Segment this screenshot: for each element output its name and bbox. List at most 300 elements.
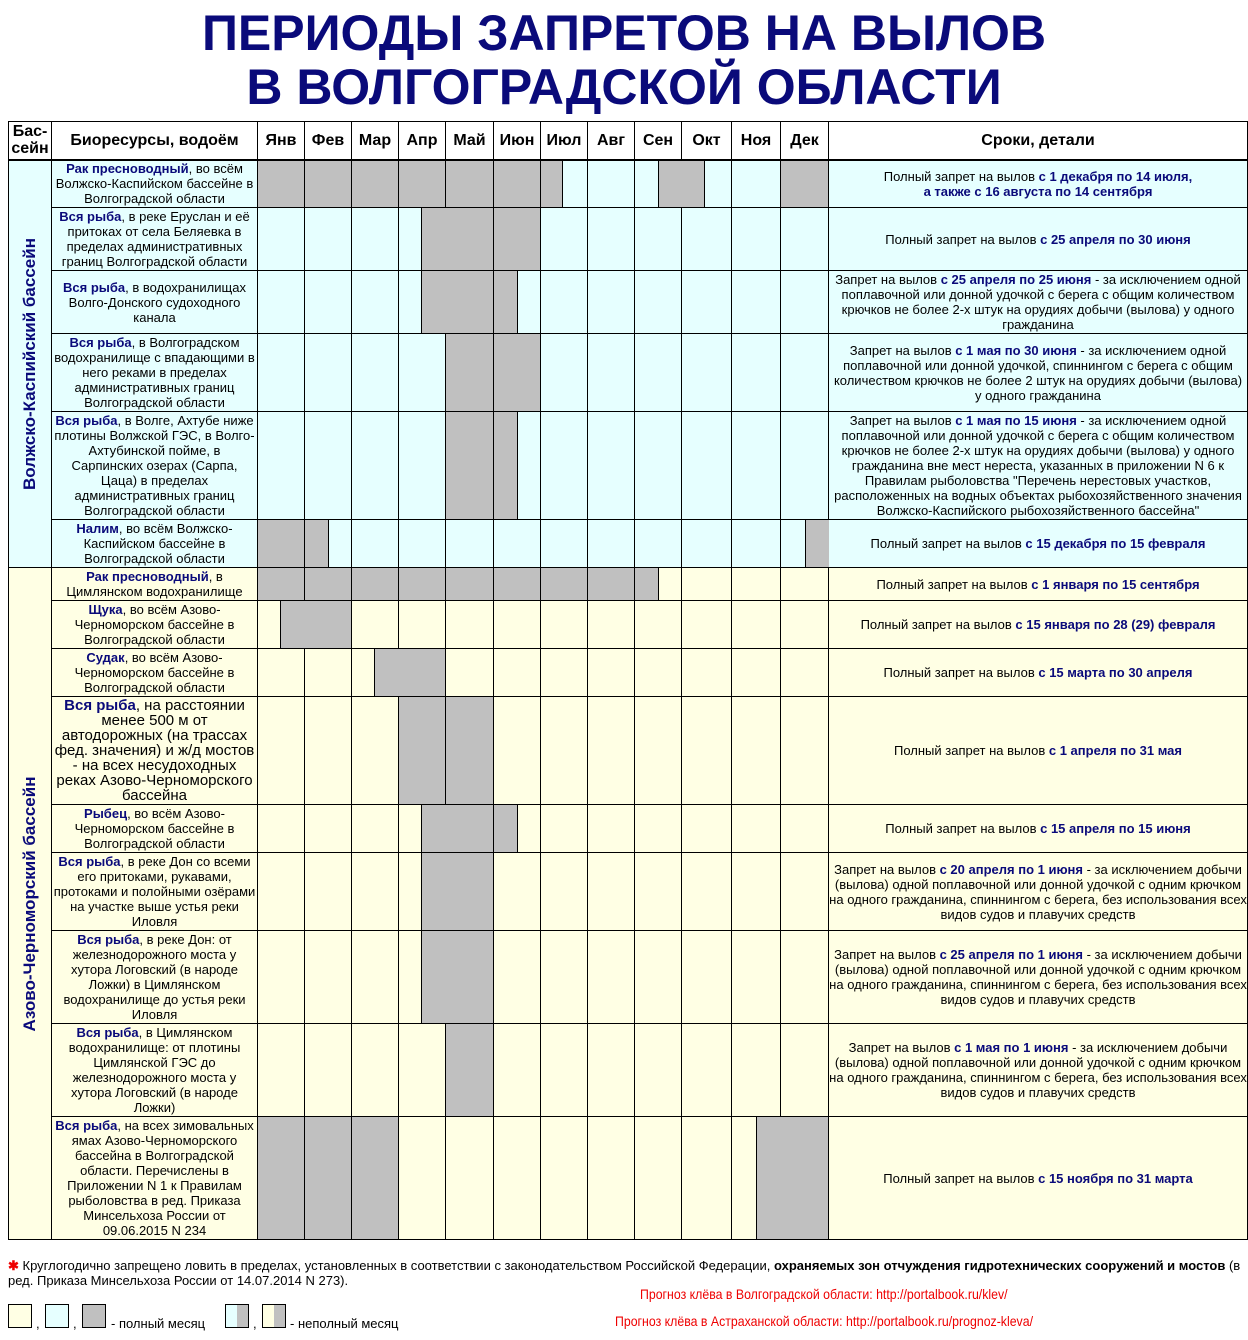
month-cell (732, 649, 781, 697)
month-cell (541, 1117, 588, 1240)
month-cell (446, 649, 494, 697)
details-period: с 25 апреля по 25 июня (940, 272, 1092, 287)
month-cell (732, 697, 781, 805)
month-cell (781, 208, 829, 271)
month-cell (732, 334, 781, 412)
month-cell (588, 334, 635, 412)
link-volgograd-forecast[interactable]: Прогноз клёва в Волгоградской области: http://portalbook.ru/klev/ (640, 1286, 1008, 1302)
details-period: с 1 апреля по 31 мая (1048, 743, 1182, 758)
month-cell (446, 271, 494, 334)
legend-swatch-volga (45, 1304, 69, 1328)
table-row (9, 697, 1248, 805)
month-cell (446, 208, 494, 271)
month-cell (541, 334, 588, 412)
ban-period-fill (494, 412, 518, 519)
resource-description: , во всём Азово-Черноморском бассейне в Волгоградской области (74, 602, 235, 647)
ban-period-fill (446, 931, 493, 1023)
header-month: Июл (541, 122, 588, 160)
month-cell (682, 1117, 732, 1240)
month-cell (258, 271, 305, 334)
ban-period-fill (280, 601, 305, 648)
month-cell (305, 697, 352, 805)
ban-period-fill (781, 161, 828, 208)
ban-period-fill (541, 161, 563, 208)
month-cell (732, 271, 781, 334)
month-cell (258, 931, 305, 1024)
month-cell (732, 931, 781, 1024)
month-cell (635, 649, 682, 697)
month-cell (541, 697, 588, 805)
month-cell (635, 334, 682, 412)
month-cell (305, 805, 352, 853)
month-cell (305, 520, 352, 568)
table-header-row (9, 122, 1248, 160)
month-cell (682, 334, 732, 412)
month-cell (588, 649, 635, 697)
month-cell (588, 853, 635, 931)
ban-period-fill (258, 161, 304, 208)
month-cell (732, 412, 781, 520)
details-period: с 15 ноября по 31 марта (1038, 1170, 1193, 1186)
details-cell (829, 520, 1248, 568)
month-cell (305, 649, 352, 697)
header-details: Сроки, детали (829, 122, 1248, 160)
month-cell (588, 931, 635, 1024)
month-cell (588, 568, 635, 601)
month-cell (635, 1117, 682, 1240)
resource-cell (52, 931, 258, 1024)
month-cell (732, 853, 781, 931)
table-body (9, 160, 1248, 1240)
month-cell (588, 271, 635, 334)
resource-name: Вся рыба (63, 279, 126, 295)
ban-period-fill (421, 853, 446, 930)
resource-name: Рак пресноводный (86, 569, 209, 584)
details-prefix: Полный запрет на вылов (894, 743, 1049, 758)
details-cell (829, 412, 1248, 520)
details-cell (829, 805, 1248, 853)
month-cell (682, 697, 732, 805)
month-cell (635, 601, 682, 649)
month-cell (541, 649, 588, 697)
resource-name: Вся рыба (58, 854, 121, 869)
month-cell (258, 1024, 305, 1117)
details-prefix: Полный запрет на вылов (885, 231, 1041, 247)
month-cell (258, 649, 305, 697)
header-month: Авг (588, 122, 635, 160)
details-prefix: Полный запрет на вылов (883, 1170, 1039, 1186)
resource-description: , на расстоянии менее 500 м от автодорожных (на трассах фед. значения) и ж/д мостов - на всех несудоходных реках Азово-Черноморского бассейна (54, 697, 255, 804)
month-cell (682, 601, 732, 649)
month-cell (682, 649, 732, 697)
ban-period-fill (446, 412, 493, 519)
details-prefix: Запрет на вылов (834, 861, 940, 877)
table-row (9, 649, 1248, 697)
resource-description: , в Цимлянском водохранилище (66, 569, 243, 599)
month-cell (588, 208, 635, 271)
legend-sep: , (36, 1316, 40, 1331)
month-cell (305, 1024, 352, 1117)
table-row (9, 208, 1248, 271)
month-cell (732, 1117, 781, 1240)
month-cell (352, 649, 399, 697)
month-cell (588, 601, 635, 649)
ban-period-fill (494, 271, 518, 333)
legend-swatch-partial-volga (225, 1304, 249, 1328)
ban-period-fill (305, 568, 351, 600)
month-cell (541, 853, 588, 931)
month-cell (446, 697, 494, 805)
details-cell (829, 160, 1248, 208)
details-prefix: Полный запрет на вылов (883, 168, 1039, 184)
month-cell (399, 160, 446, 208)
month-cell (781, 160, 829, 208)
month-cell (494, 1024, 541, 1117)
asterisk-icon: ✱ (8, 1258, 19, 1273)
month-cell (399, 649, 446, 697)
header-month: Дек (781, 122, 829, 160)
month-cell (781, 649, 829, 697)
resource-description: , на всех зимовальных ямах Азово-Черноморского бассейна в Волгоградской области. Перечислены в Приложении N 1 к Правилам рыболовства в ред. Приказа Минсельхоза России от 09.06.2015 N 234 (67, 1118, 254, 1238)
resource-description: , во всём Азово-Черноморском бассейне в Волгоградской области (74, 650, 235, 695)
month-cell (305, 160, 352, 208)
table-row (9, 601, 1248, 649)
month-cell (305, 412, 352, 520)
resource-cell (52, 520, 258, 568)
month-cell (781, 1024, 829, 1117)
table-row (9, 568, 1248, 601)
link-astrakhan-forecast[interactable]: Прогноз клёва в Астраханской области: http://portalbook.ru/prognoz-kleva/ (615, 1313, 1033, 1329)
details-cell (829, 601, 1248, 649)
month-cell (399, 520, 446, 568)
month-cell (352, 271, 399, 334)
details-period: с 25 апреля по 1 июня (939, 947, 1083, 962)
month-cell (781, 520, 829, 568)
table-row (9, 520, 1248, 568)
resource-cell (52, 853, 258, 931)
resource-name: Вся рыба (77, 932, 140, 947)
details-cell (829, 649, 1248, 697)
ban-period-fill (446, 1024, 493, 1116)
table-row (9, 271, 1248, 334)
details-note: - за исключением добычи (вылова) одной поплавочной или донной удочкой с одним крючком на одного гражданина, спиннингом с берега, без использования всех видов судов и плавучих средств (829, 861, 1247, 922)
month-cell (305, 208, 352, 271)
month-cell (781, 1117, 829, 1240)
basin-cell (9, 568, 52, 1240)
ban-period-fill (588, 568, 634, 600)
details-cell (829, 1024, 1248, 1117)
month-cell (781, 931, 829, 1024)
month-cell (305, 601, 352, 649)
details-cell (829, 697, 1248, 805)
details-period: с 1 мая по 15 июня (955, 413, 1077, 428)
month-cell (682, 805, 732, 853)
ban-period-fill (494, 334, 540, 411)
month-cell (494, 931, 541, 1024)
month-cell (352, 160, 399, 208)
header-month: Июн (494, 122, 541, 160)
details-prefix: Запрет на вылов (849, 342, 956, 358)
details-cell (829, 271, 1248, 334)
resource-name: Рыбец (84, 806, 128, 821)
resource-name: Вся рыба (59, 209, 122, 224)
month-cell (494, 334, 541, 412)
ban-period-fill (421, 208, 446, 270)
month-cell (635, 568, 682, 601)
resource-description: , в Волгоградском водохранилище с впадающими в него реками в пределах административных границ Волгоградской области (54, 335, 255, 410)
resource-name: Вся рыба (55, 413, 118, 428)
month-cell (399, 697, 446, 805)
ban-period-fill (446, 853, 493, 930)
month-cell (635, 853, 682, 931)
month-cell (258, 520, 305, 568)
month-cell (352, 601, 399, 649)
ban-period-fill (352, 161, 398, 208)
resource-cell (52, 649, 258, 697)
resource-name: Вся рыба (76, 1025, 139, 1040)
header-month: Мар (352, 122, 399, 160)
month-cell (588, 520, 635, 568)
header-month: Фев (305, 122, 352, 160)
ban-period-fill (399, 161, 445, 208)
ban-period-fill (805, 520, 830, 567)
ban-period-fill (399, 649, 445, 696)
details-cell (829, 931, 1248, 1024)
month-cell (588, 412, 635, 520)
page-title-line2: В ВОЛГОГРАДСКОЙ ОБЛАСТИ (246, 59, 1002, 115)
month-cell (541, 601, 588, 649)
month-cell (588, 160, 635, 208)
resource-name: Щука (88, 602, 123, 617)
month-cell (682, 208, 732, 271)
ban-period-fill (541, 568, 587, 600)
month-cell (446, 805, 494, 853)
month-cell (258, 697, 305, 805)
resource-description: , в реке Еруслан и её притоках от села Беляевка в пределах административных границ Волгоградской области (61, 209, 250, 269)
month-cell (446, 520, 494, 568)
month-cell (399, 1117, 446, 1240)
month-cell (732, 568, 781, 601)
month-cell (541, 208, 588, 271)
month-cell (446, 412, 494, 520)
month-cell (781, 697, 829, 805)
month-cell (732, 160, 781, 208)
month-cell (682, 1024, 732, 1117)
month-cell (781, 412, 829, 520)
ban-period-fill (305, 520, 329, 567)
month-cell (781, 853, 829, 931)
ban-period-fill (446, 161, 493, 208)
month-cell (399, 412, 446, 520)
details-prefix: Запрет на вылов (849, 413, 956, 428)
details-note: - за исключением добычи (вылова) одной поплавочной или донной удочкой с одним крючком на одного гражданина, спиннингом с берега, без использования всех видов судов и плавучих средств (829, 947, 1247, 1007)
details-cell (829, 1117, 1248, 1240)
month-cell (258, 853, 305, 931)
resource-cell (52, 334, 258, 412)
resource-cell (52, 208, 258, 271)
details-prefix: Запрет на вылов (848, 1040, 955, 1055)
details-period: с 15 марта по 30 апреля (1038, 665, 1193, 680)
resource-cell (52, 697, 258, 805)
month-cell (399, 334, 446, 412)
details-prefix: Полный запрет на вылов (885, 821, 1041, 836)
month-cell (732, 1024, 781, 1117)
ban-period-fill (258, 1117, 304, 1239)
month-cell (305, 334, 352, 412)
details-prefix: Запрет на вылов (834, 947, 940, 962)
details-prefix: Полный запрет на вылов (870, 536, 1026, 551)
month-cell (494, 649, 541, 697)
month-cell (494, 412, 541, 520)
month-cell (682, 271, 732, 334)
legend-partial-label: - неполный месяц (290, 1316, 399, 1331)
month-cell (352, 568, 399, 601)
month-cell (541, 1024, 588, 1117)
month-cell (305, 271, 352, 334)
details-cell (829, 853, 1248, 931)
month-cell (781, 334, 829, 412)
month-cell (635, 1024, 682, 1117)
legend-swatch-ban (82, 1304, 106, 1328)
basin-label: Волжско-Каспийский бассейн (20, 237, 39, 490)
ban-period-fill (446, 805, 493, 852)
details-prefix: Запрет на вылов (835, 272, 941, 287)
month-cell (352, 931, 399, 1024)
table-row (9, 805, 1248, 853)
month-cell (352, 334, 399, 412)
details-period: с 15 января по 28 (29) февраля (1015, 617, 1216, 632)
month-cell (446, 931, 494, 1024)
ban-period-fill (399, 568, 445, 600)
resource-cell (52, 601, 258, 649)
month-cell (494, 520, 541, 568)
resource-description: , в водохранилищах Волго-Донского судоходного канала (68, 279, 246, 325)
details-period: с 1 мая по 1 июня (954, 1040, 1069, 1055)
header-basin: Бас-сейн (9, 122, 52, 160)
ban-period-fill (494, 161, 540, 208)
month-cell (682, 568, 732, 601)
ban-period-fill (421, 271, 446, 333)
month-cell (446, 1024, 494, 1117)
ban-period-fill (352, 568, 398, 600)
month-cell (305, 853, 352, 931)
month-cell (635, 271, 682, 334)
details-period: с 15 апреля по 15 июня (1040, 821, 1191, 836)
header-resource: Биоресурсы, водоём (52, 122, 258, 160)
header-month: Окт (682, 122, 732, 160)
ban-period-fill (635, 568, 659, 600)
resource-name: Судак (86, 650, 125, 665)
month-cell (446, 1117, 494, 1240)
month-cell (494, 853, 541, 931)
month-cell (305, 568, 352, 601)
details-cell (829, 334, 1248, 412)
resource-cell (52, 568, 258, 601)
month-cell (635, 520, 682, 568)
details-prefix: Полный запрет на вылов (860, 617, 1016, 632)
month-cell (682, 160, 732, 208)
month-cell (305, 931, 352, 1024)
month-cell (494, 601, 541, 649)
month-cell (399, 568, 446, 601)
month-cell (352, 853, 399, 931)
details-note: - за исключением одной поплавочной или донной удочкой, спиннингом с берега с общим количеством крючков не более 2 штук на орудиях добычи (вылова) у одного гражданина (833, 342, 1243, 403)
resource-name: Рак пресноводный (66, 161, 189, 177)
header-month: Апр (399, 122, 446, 160)
ban-period-fill (421, 805, 446, 852)
month-cell (352, 1117, 399, 1240)
resource-cell (52, 1117, 258, 1240)
resource-cell (52, 412, 258, 520)
basin-label: Азово-Черноморский бассейн (20, 776, 39, 1031)
month-cell (399, 805, 446, 853)
month-cell (494, 208, 541, 271)
month-cell (399, 853, 446, 931)
month-cell (258, 160, 305, 208)
resource-description: , в реке Дон со всеми его притоками, рукавами, протоками и полойными озёрами на участке выше устья реки Иловля (53, 854, 256, 929)
month-cell (258, 412, 305, 520)
month-cell (258, 568, 305, 601)
ban-period-fill (494, 805, 518, 852)
ban-period-fill (446, 208, 493, 270)
resource-cell (52, 271, 258, 334)
month-cell (781, 601, 829, 649)
resource-description: , в реке Дон: от железнодорожного моста у хутора Логовский (в народе Ложки) в Цимлянском водохранилище до устья реки Иловля (63, 932, 246, 1022)
month-cell (446, 853, 494, 931)
month-cell (635, 160, 682, 208)
month-cell (781, 568, 829, 601)
resource-description: , во всём Волжско-Каспийском бассейне в Волгоградской области (83, 521, 233, 566)
resource-description: , в Цимлянском водохранилище: от плотины Цимлянской ГЭС до железнодорожного моста у хутора Логовский (в народе Ложки) (68, 1025, 241, 1115)
month-cell (446, 160, 494, 208)
month-cell (588, 1024, 635, 1117)
month-cell (635, 805, 682, 853)
month-cell (541, 568, 588, 601)
header-month: Сен (635, 122, 682, 160)
page-title-line1: ПЕРИОДЫ ЗАПРЕТОВ НА ВЫЛОВ (201, 5, 1047, 61)
month-cell (781, 805, 829, 853)
month-cell (352, 412, 399, 520)
month-cell (635, 931, 682, 1024)
month-cell (258, 334, 305, 412)
month-cell (682, 931, 732, 1024)
legend-sep: , (73, 1316, 77, 1331)
month-cell (446, 568, 494, 601)
ban-period-fill (258, 568, 304, 600)
month-cell (352, 520, 399, 568)
resource-cell (52, 805, 258, 853)
details-period: с 15 декабря по 15 февраля (1025, 536, 1206, 551)
month-cell (541, 412, 588, 520)
month-cell (541, 271, 588, 334)
header-month: Май (446, 122, 494, 160)
month-cell (258, 601, 305, 649)
details-period: с 20 апреля по 1 июня (939, 861, 1083, 877)
ban-period-fill (446, 271, 493, 333)
month-cell (446, 601, 494, 649)
month-cell (588, 805, 635, 853)
details-prefix: Полный запрет на вылов (883, 665, 1039, 680)
footnote-text: Круглогодично запрещено ловить в пределах, установленных в соответствии с законодательством Российской Федерации, (18, 1258, 775, 1273)
basin-cell (9, 160, 52, 568)
month-cell (494, 805, 541, 853)
ban-period-fill (446, 697, 493, 804)
month-cell (494, 568, 541, 601)
legend-swatch-partial-azov (262, 1304, 286, 1328)
resource-name: Вся рыба (55, 1118, 118, 1133)
details-note: - за исключением одной поплавочной или донной удочкой с берега с общим количеством крючков не более 2-х штук на орудиях добычи (вылова) у одного гражданина (841, 272, 1241, 332)
ban-period-fill (494, 568, 540, 600)
